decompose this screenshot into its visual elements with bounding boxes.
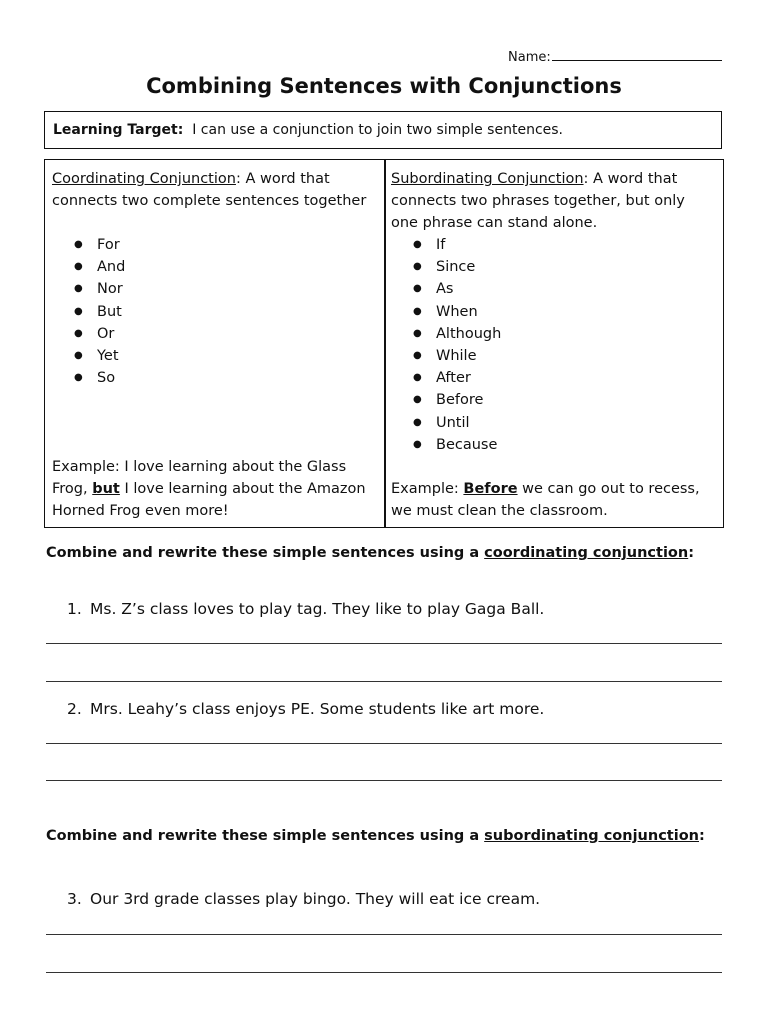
list-item: ● Because xyxy=(391,434,711,456)
answer-line[interactable] xyxy=(46,643,722,644)
question-2: 2. Mrs. Leahy’s class enjoys PE. Some students like art more. xyxy=(67,700,545,718)
subordinating-example: Example: Before we can go out to recess, we must clean the classroom. xyxy=(391,481,700,520)
subordinating-list xyxy=(391,234,711,456)
list-item: ● Or xyxy=(52,323,372,345)
list-item: ● So xyxy=(52,367,372,389)
question-1: 1. Ms. Z’s class loves to play tag. They like to play Gaga Ball. xyxy=(67,600,545,618)
list-item: ● As xyxy=(391,278,711,300)
answer-line[interactable] xyxy=(46,934,722,935)
list-item: ● Before xyxy=(391,389,711,411)
answer-line[interactable] xyxy=(46,743,722,744)
list-item: ● Although xyxy=(391,323,711,345)
column-divider xyxy=(384,159,386,528)
list-item: ● And xyxy=(52,256,372,278)
coordinating-definition: Coordinating Conjunction: A word that connects two complete sentences together xyxy=(52,171,367,210)
list-item: ● Until xyxy=(391,412,711,434)
list-item: ● Since xyxy=(391,256,711,278)
answer-line[interactable] xyxy=(46,681,722,682)
coordinating-term: Coordinating Conjunction xyxy=(52,171,236,187)
answer-line[interactable] xyxy=(46,972,722,973)
instruction-subordinating: Combine and rewrite these simple sentences using a subordinating conjunction: xyxy=(46,828,705,844)
instruction-coordinating: Combine and rewrite these simple sentences using a coordinating conjunction: xyxy=(46,545,695,561)
name-field[interactable] xyxy=(508,48,722,65)
subordinating-term: Subordinating Conjunction xyxy=(391,171,584,187)
subordinating-definition: Subordinating Conjunction: A word that connects two phrases together, but only one phrase can stand alone. xyxy=(391,171,685,232)
worksheet-title: Combining Sentences with Conjunctions xyxy=(146,74,622,98)
list-item: ● After xyxy=(391,367,711,389)
answer-line[interactable] xyxy=(46,780,722,781)
list-item: ● If xyxy=(391,234,711,256)
subordinating-example-word: Before xyxy=(463,481,518,497)
learning-target-text: I can use a conjunction to join two simple sentences. xyxy=(192,122,563,138)
coordinating-example: Example: I love learning about the Glass Frog, but I love learning about the Amazon Horned Frog even more! xyxy=(52,459,366,520)
coordinating-example-word: but xyxy=(92,481,120,498)
list-item: ● For xyxy=(52,234,372,256)
coordinating-list xyxy=(52,234,372,389)
list-item: ● When xyxy=(391,301,711,323)
question-3: 3. Our 3rd grade classes play bingo. They will eat ice cream. xyxy=(67,890,541,908)
name-label: Name: xyxy=(508,50,551,65)
name-blank-line[interactable] xyxy=(552,48,722,61)
learning-target-line: Learning Target: I can use a conjunction to join two simple sentences. xyxy=(53,122,563,138)
learning-target-label: Learning Target xyxy=(53,122,178,138)
list-item: ● Nor xyxy=(52,278,372,300)
list-item: ● Yet xyxy=(52,345,372,367)
list-item: ● While xyxy=(391,345,711,367)
list-item: ● But xyxy=(52,301,372,323)
learning-target-box xyxy=(44,111,722,149)
